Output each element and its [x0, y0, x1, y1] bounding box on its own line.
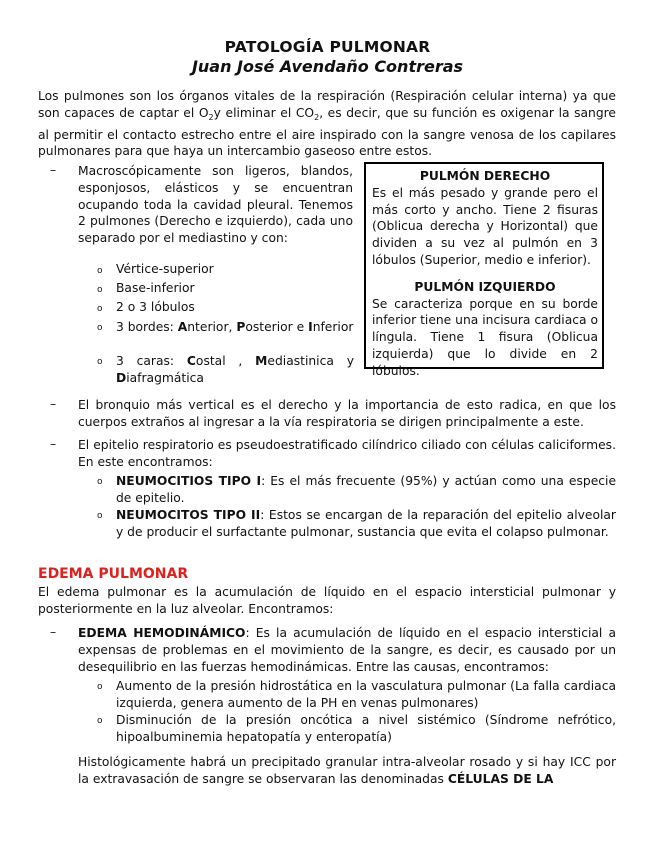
- right-lung-title: PULMÓN DERECHO: [419, 169, 551, 183]
- list-bullet: o: [97, 266, 103, 276]
- list-bullet: o: [97, 477, 103, 487]
- histologia-paragraph: Histológicamente habrá un precipitado granular intra-alveolar rosado y si hay ICC por la extravasación de sangre se observaran las denominadas CÉLULAS DE LA: [78, 755, 616, 786]
- causa-1-item: Aumento de la presión hidrostática en la vasculatura pulmonar (La falla cardiaca izquierda, genera aumento de la PH en venas pulmonares): [116, 679, 616, 710]
- list-dash: –: [50, 437, 57, 451]
- macro-item-bordes: 3 bordes: Anterior, Posterior e Inferior: [116, 320, 354, 334]
- macro-item-caras: 3 caras: Costal , Mediastinica y Diafragmática: [116, 354, 354, 385]
- list-dash: –: [50, 397, 57, 411]
- left-lung-title: PULMÓN IZQUIERDO: [414, 279, 556, 294]
- macro-item-lobulos: 2 o 3 lóbulos: [116, 300, 195, 314]
- list-dash: –: [50, 625, 57, 639]
- causa-2-item: Disminución de la presión oncótica a nivel sistémico (Síndrome nefrótico, hipoalbuminemia hepatopatía y enteropatía): [116, 713, 616, 744]
- macro-paragraph: Macroscópicamente son ligeros, blandos, esponjosos, elásticos y se encuentran ocupando toda la cavidad pleural. Tenemos 2 pulmones (Derecho e izquierdo), cada uno separado por el mediastino y con:: [78, 164, 353, 246]
- section-heading-edema: EDEMA PULMONAR: [38, 566, 189, 582]
- left-lung-text: Se caracteriza porque en su borde inferior tiene una incisura cardiaca o língula. Tiene 1 fisura (Oblicua izquierda) que lo divide en 2 lóbulos.: [372, 296, 598, 378]
- right-lung-text: Es el más pesado y grande pero el más corto y ancho. Tiene 2 fisuras (Oblicua derecha y Horizontal) que dividen a su vez al pulmón en 3 lóbulos (Superior, medio e inferior).: [372, 185, 598, 267]
- list-bullet: o: [97, 511, 103, 521]
- list-dash: –: [50, 163, 57, 177]
- list-bullet: o: [97, 682, 103, 692]
- macro-item-base: Base-inferior: [116, 281, 195, 295]
- neumocitos-1-item: NEUMOCITIOS TIPO I: Es el más frecuente (95%) y actúan como una especie de epitelio.: [116, 474, 617, 505]
- list-bullet: o: [97, 357, 103, 367]
- list-bullet: o: [97, 304, 103, 314]
- intro-paragraph: Los pulmones son los órganos vitales de la respiración (Respiración celular interna) ya que son capaces de captar el $O_2y$ eliminar el $CO_2$, es decir, que su función es oxigenar la sangre al permitir el contacto estrecho entre el aire inspirado con la sangre venosa de los capilares pulmonares para que haya un intercambio gaseoso entre estos.: [38, 89, 616, 159]
- edema-intro-paragraph: El edema pulmonar es la acumulación de líquido en el espacio intersticial pulmonar y posteriormente en la luz alveolar. Encontramos:: [38, 585, 616, 616]
- list-bullet: o: [97, 323, 103, 333]
- bronquio-paragraph: El bronquio más vertical es el derecho y la importancia de esto radica, en que los cuerpos extraños al ingresar a la vía respiratoria se dirigen principalmente a este.: [78, 398, 616, 429]
- neumocitos-2-item: NEUMOCITOS TIPO II: Estos se encargan de la reparación del epitelio alveolar y de producir el surfactante pulmonar, sustancia que evita el colapso pulmonar.: [116, 508, 616, 539]
- edema-hemodinamico-paragraph: EDEMA HEMODINÁMICO: Es la acumulación de líquido en el espacio intersticial a expensas de problemas en el movimiento de la sangre, es decir, es causado por un desequilibrio en las fuerzas hemodinámicas. Entre las causas, encontramos:: [78, 626, 616, 674]
- document-title: PATOLOGÍA PULMONAR: [224, 38, 431, 56]
- list-bullet: o: [97, 285, 103, 295]
- lung-info-box: [364, 162, 604, 378]
- epitelio-paragraph: El epitelio respiratorio es pseudoestratificado cilíndrico ciliado con células caliciformes. En este encontramos:: [78, 438, 616, 469]
- list-bullet: o: [97, 716, 103, 726]
- document-author: Juan José Avendaño Contreras: [191, 57, 464, 76]
- macro-item-vertice: Vértice-superior: [116, 262, 214, 276]
